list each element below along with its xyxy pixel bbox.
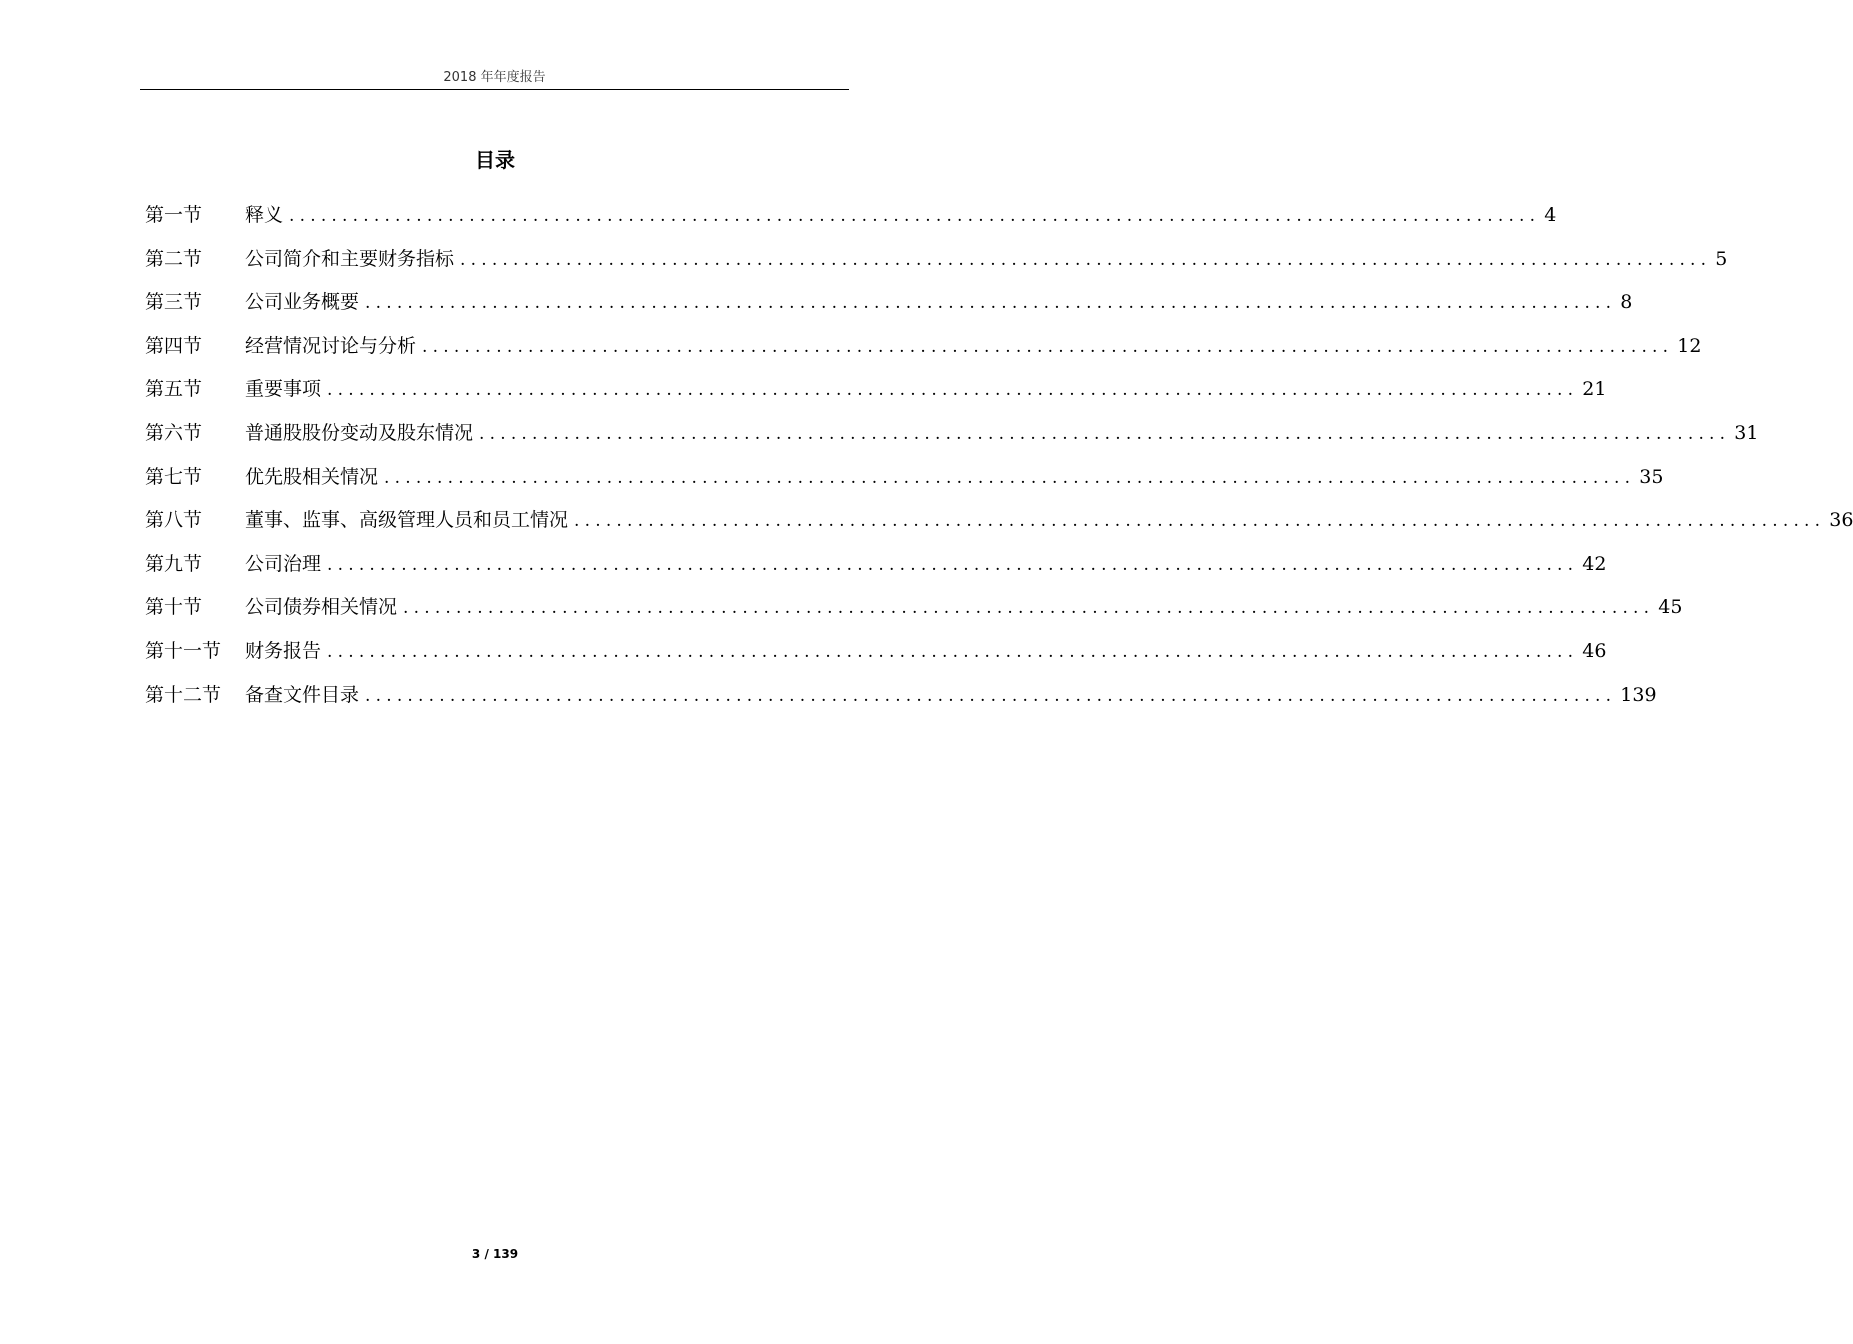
toc-section-number: 第五节 (145, 378, 203, 401)
toc-entry[interactable] (145, 591, 1683, 635)
page-number-footer: 3 / 139 (471, 1247, 519, 1261)
toc-section-title: 公司简介和主要财务指标 (245, 247, 455, 270)
toc-dot-leader: ...................................................................................................................... (574, 511, 1826, 532)
toc-section-title: 备查文件目录 (245, 683, 360, 706)
toc-dot-leader: ...................................................................................................................... (479, 423, 1731, 444)
toc-section-number: 第九节 (145, 552, 203, 575)
toc-dot-leader: ...................................................................................................................... (365, 293, 1617, 314)
page-header: 2018 年年度报告 (443, 70, 546, 85)
toc-dot-leader: ...................................................................................................................... (327, 380, 1579, 401)
toc-page-number: 45 (1658, 596, 1683, 619)
toc-section-title: 公司债券相关情况 (245, 596, 398, 619)
toc-entry[interactable] (145, 679, 1657, 723)
toc-dot-leader: ...................................................................................................................... (365, 685, 1617, 706)
toc-page-number: 31 (1734, 421, 1759, 444)
toc-page-number: 8 (1620, 291, 1633, 314)
toc-entry[interactable] (145, 199, 1557, 243)
toc-page-number: 4 (1544, 204, 1557, 226)
toc-page-number: 21 (1582, 378, 1607, 401)
toc-section-title: 释义 (245, 204, 284, 226)
toc-section-number: 第十二节 (145, 683, 222, 706)
toc-section-title: 重要事项 (245, 378, 322, 401)
toc-entry[interactable] (145, 243, 1728, 287)
toc-page-number: 46 (1582, 639, 1607, 662)
toc-entry[interactable] (145, 286, 1633, 330)
toc-title: 目录 (475, 148, 515, 172)
toc-page-number: 139 (1620, 683, 1657, 706)
toc-section-number: 第三节 (145, 291, 203, 314)
toc-dot-leader: ...................................................................................................................... (403, 598, 1655, 619)
toc-section-number: 第七节 (145, 465, 203, 488)
toc-section-title: 公司业务概要 (245, 291, 360, 314)
toc-entry[interactable] (145, 330, 1702, 374)
toc-section-number: 第十一节 (145, 639, 222, 662)
toc-entry[interactable] (145, 548, 1607, 592)
toc-entry[interactable] (145, 635, 1607, 679)
toc-dot-leader: ...................................................................................................................... (327, 641, 1579, 662)
toc-entry[interactable] (145, 417, 1759, 461)
toc-section-title: 公司治理 (245, 552, 322, 575)
toc-section-number: 第一节 (145, 204, 203, 226)
toc-section-number: 第六节 (145, 421, 203, 444)
toc-section-number: 第八节 (145, 509, 203, 532)
toc-page-number: 36 (1829, 509, 1853, 532)
toc-dot-leader: ...................................................................................................................... (422, 336, 1674, 357)
toc-page-number: 35 (1639, 465, 1664, 488)
toc-section-number: 第四节 (145, 334, 203, 357)
toc-section-title: 经营情况讨论与分析 (245, 334, 417, 357)
header-divider (140, 89, 849, 90)
toc-page-number: 5 (1715, 247, 1728, 270)
table-of-contents (145, 199, 1853, 722)
toc-dot-leader: ...................................................................................................................... (384, 467, 1636, 488)
toc-page-number: 12 (1677, 334, 1702, 357)
toc-entry[interactable] (145, 504, 1853, 548)
toc-page-number: 42 (1582, 552, 1607, 575)
toc-section-title: 优先股相关情况 (245, 465, 379, 488)
toc-section-title: 董事、监事、高级管理人员和员工情况 (245, 509, 569, 532)
toc-entry[interactable] (145, 373, 1607, 417)
toc-dot-leader: ...................................................................................................................... (460, 249, 1712, 270)
toc-section-title: 普通股股份变动及股东情况 (245, 421, 474, 444)
toc-entry[interactable] (145, 461, 1664, 505)
toc-dot-leader: ...................................................................................................................... (289, 206, 1541, 226)
toc-dot-leader: ...................................................................................................................... (327, 554, 1579, 575)
toc-section-title: 财务报告 (245, 639, 322, 662)
toc-section-number: 第十节 (145, 596, 203, 619)
toc-section-number: 第二节 (145, 247, 203, 270)
